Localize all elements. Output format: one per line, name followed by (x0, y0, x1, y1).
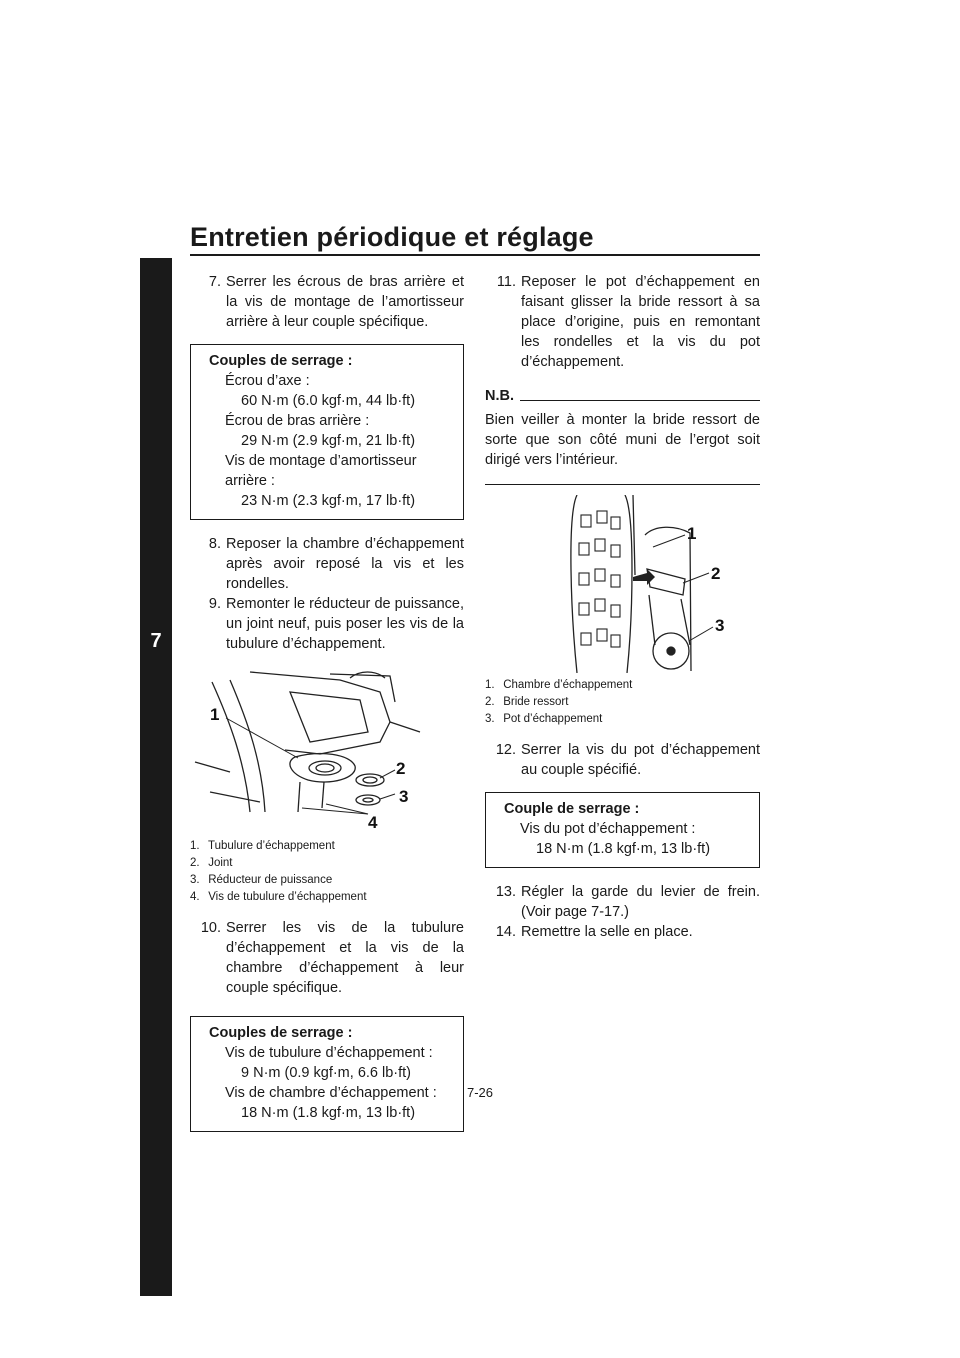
note-label: N.B. (485, 388, 520, 404)
torque-value: 18 N·m (1.8 kgf·m, 13 lb·ft) (241, 1105, 416, 1121)
torque-label: Écrou de bras arrière : (225, 413, 370, 429)
step-text: Serrer les écrous de bras arrière et la vis de montage de l’amortisseur arrière à leur couple spécifique. (226, 274, 464, 330)
figure-caption-1 (190, 838, 464, 906)
step-number: 7. (208, 274, 221, 290)
callout-2: 2 (396, 759, 406, 778)
step-text: Remonter le réducteur de puissance, un joint neuf, puis poser les vis de la tubulure d’échappement. (226, 596, 464, 652)
step-text: Reposer la chambre d’échappement après avoir reposé la vis et les rondelles. (226, 536, 464, 592)
page-title: Entretien périodique et réglage (190, 222, 594, 252)
torque-label: Écrou d’axe : (225, 373, 310, 389)
torque-value: 29 N·m (2.9 kgf·m, 21 lb·ft) (241, 433, 416, 449)
muffler-clamp-drawing (485, 495, 760, 673)
step-number: 12. (495, 742, 516, 758)
step-14 (485, 922, 760, 942)
torque-box-3 (485, 792, 760, 868)
step-number: 11. (496, 274, 516, 290)
callout-1: 1 (687, 524, 697, 543)
callout-3: 3 (399, 787, 409, 806)
page-number: 7-26 (466, 1085, 494, 1100)
step-number: 8. (208, 536, 221, 552)
torque-value: 60 N·m (6.0 kgf·m, 44 lb·ft) (241, 393, 416, 409)
torque-box-2 (190, 1016, 464, 1132)
torque-value: 23 N·m (2.3 kgf·m, 17 lb·ft) (241, 493, 416, 509)
right-column (485, 272, 760, 942)
caption-item: 4. Vis de tubulure d’échappement (190, 891, 367, 903)
note-text: Bien veiller à monter la bride ressort de sorte que son côté muni de l’ergot soit dirigé vers l’intérieur. (485, 412, 760, 468)
callout-1: 1 (210, 705, 220, 724)
step-13 (485, 882, 760, 922)
step-text: Serrer la vis du pot d’échappement au couple spécifié. (521, 742, 760, 778)
torque-label: Vis de chambre d’échappement : (225, 1085, 437, 1101)
step-number: 13. (495, 884, 516, 900)
torque-box-title: Couples de serrage : (209, 1025, 353, 1041)
step-text: Régler la garde du levier de frein. (Voir page 7-17.) (521, 884, 760, 920)
step-text: Reposer le pot d’échappement en faisant glisser la bride ressort à sa place d’origine, puis en remontant les rondelles et la vis du pot d’échappement. (521, 274, 760, 370)
note-rule (485, 400, 760, 401)
step-number: 9. (208, 596, 221, 612)
torque-label: Vis du pot d’échappement : (520, 821, 696, 837)
torque-box-title: Couples de serrage : (209, 353, 353, 369)
note-end-rule (485, 484, 760, 485)
caption-item: 2. Bride ressort (485, 696, 569, 708)
step-text: Remettre la selle en place. (521, 924, 693, 940)
exhaust-pipe-drawing (190, 662, 464, 834)
chapter-number: 7 (150, 630, 162, 652)
exhaust-pipe-illustration (190, 662, 464, 834)
torque-box-title: Couple de serrage : (504, 801, 640, 817)
muffler-clamp-illustration (485, 495, 760, 673)
step-number: 10. (200, 920, 221, 936)
step-11 (485, 272, 760, 372)
step-10 (190, 918, 464, 998)
step-8 (190, 534, 464, 594)
step-number: 14. (495, 924, 516, 940)
step-text: Serrer les vis de la tubulure d’échappement et la vis de la chambre d’échappement à leur couple spécifique. (226, 920, 464, 996)
caption-item: 3. Pot d’échappement (485, 713, 603, 725)
chapter-tab (140, 258, 172, 1296)
title-rule (190, 254, 760, 256)
callout-4: 4 (368, 813, 378, 832)
caption-item: 1. Tubulure d’échappement (190, 840, 335, 852)
caption-item: 3. Réducteur de puissance (190, 874, 333, 886)
step-9 (190, 594, 464, 654)
torque-value: 9 N·m (0.9 kgf·m, 6.6 lb·ft) (241, 1065, 412, 1081)
caption-item: 2. Joint (190, 857, 233, 869)
callout-3: 3 (715, 616, 725, 635)
callout-2: 2 (711, 564, 721, 583)
figure-caption-2 (485, 677, 760, 728)
step-12 (485, 740, 760, 780)
step-7 (190, 272, 464, 332)
note-header (485, 386, 760, 404)
torque-label: Vis de montage d’amortisseur arrière : (225, 453, 417, 489)
torque-value: 18 N·m (1.8 kgf·m, 13 lb·ft) (536, 841, 711, 857)
left-column (190, 272, 464, 1146)
caption-item: 1. Chambre d’échappement (485, 679, 633, 691)
torque-box-1 (190, 344, 464, 520)
torque-label: Vis de tubulure d’échappement : (225, 1045, 433, 1061)
